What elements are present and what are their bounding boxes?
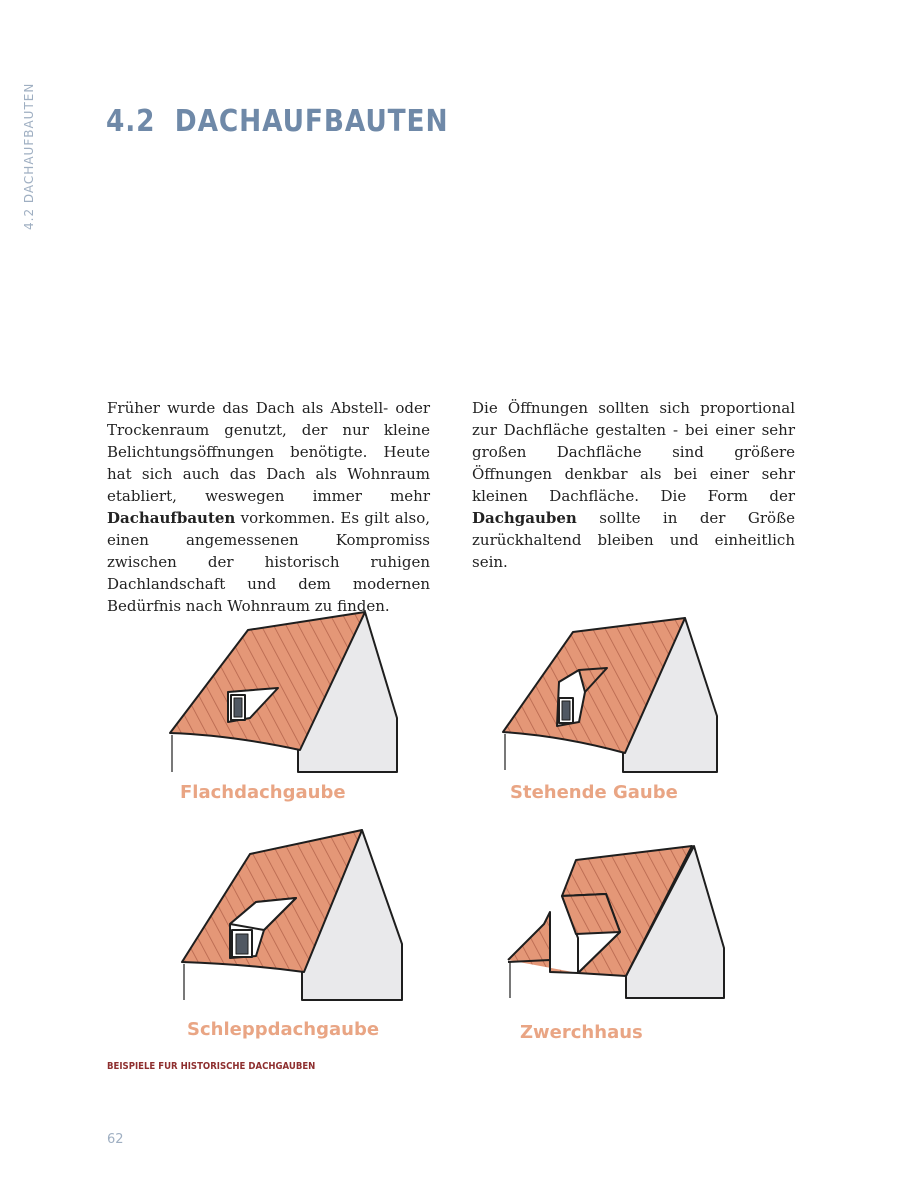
caption-stehende-gaube: Stehende Gaube [510,782,678,803]
body-left-part2: vorkommen. Es gilt also, einen angemessenen Kompromiss zwischen der historisch ruhigen Dachlandschaft und dem modernen Bedürfnis nach Wohnraum zu finden. [107,509,430,615]
caption-schleppdachgaube: Schleppdachgaube [187,1019,380,1040]
section-title: DACHAUFBAUTEN [174,104,449,139]
illustration-flachdachgaube [160,600,410,780]
body-right-part2: sollte in der Größe zurückhaltend bleiben und einheitlich sein. [472,509,795,571]
body-text-right [472,397,795,573]
figure-caption: BEISPIELE FÜR HISTORISCHE DACHGAUBEN [107,1061,316,1072]
body-text-left [107,397,430,617]
body-right-part1: Die Öffnungen sollten sich proportional zur Dachfläche gestalten - bei einer sehr großen Dachfläche sind größere Öffnungen denkbar als bei einer sehr kleinen Dachfläche. Die Form der [472,399,795,505]
body-left-bold-term: Dachaufbauten [107,509,236,527]
side-running-header-text: 4.2 DACHAUFBAUTEN [22,82,36,230]
side-running-header [18,82,38,238]
caption-flachdachgaube: Flachdachgaube [180,782,346,803]
body-left-part1: Früher wurde das Dach als Abstell- oder Trockenraum genutzt, der nur kleine Belichtungsöffnungen benötigte. Heute hat sich auch das Dach als Wohnraum etabliert, weswegen immer mehr [107,399,430,505]
page-title [106,104,448,139]
illustration-stehende-gaube [495,610,735,780]
page-number: 62 [107,1132,124,1147]
illustration-schleppdachgaube [172,820,412,1010]
section-number: 4.2 [106,104,156,139]
illustration-zwerchhaus [502,838,732,1008]
body-right-bold-term: Dachgauben [472,509,577,527]
caption-zwerchhaus: Zwerchhaus [520,1022,643,1043]
